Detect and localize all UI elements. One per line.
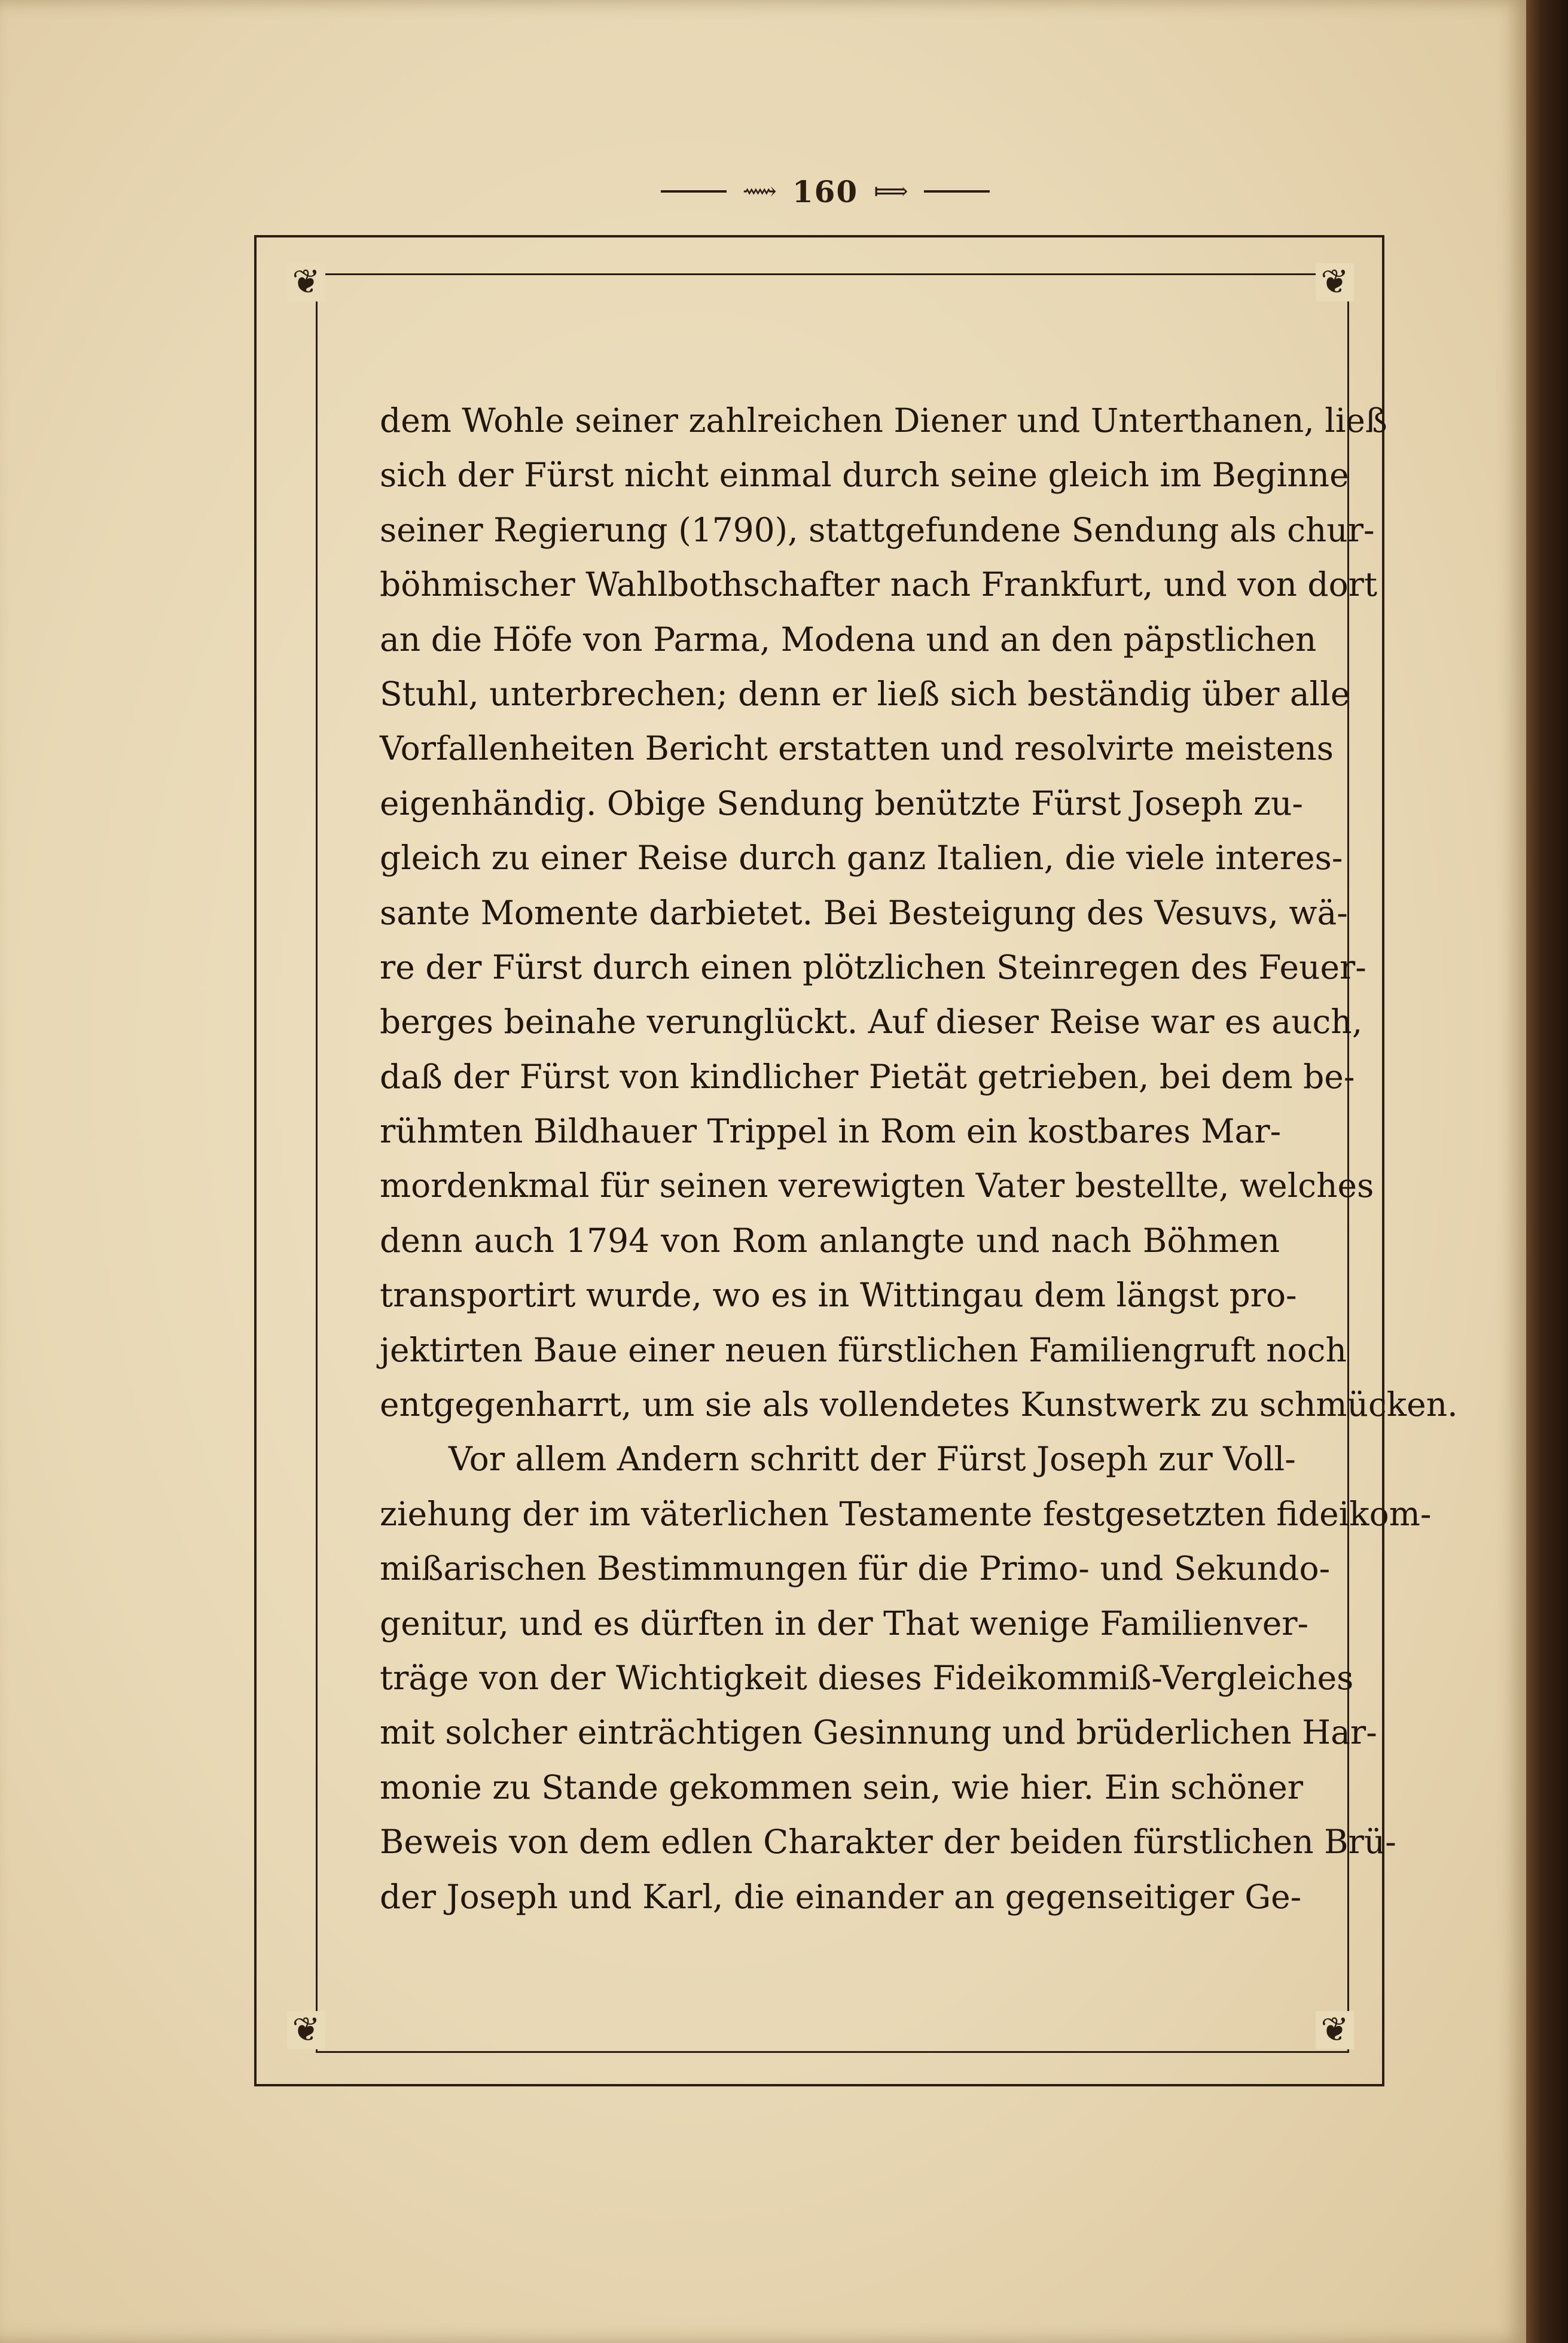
header-rule-left bbox=[661, 190, 727, 193]
text-line: an die Höfe von Parma, Modena und an den päpstlichen bbox=[380, 620, 1317, 659]
text-line: sich der Fürst nicht einmal durch seine gleich im Beginne bbox=[380, 456, 1349, 495]
paragraph-first-line: Vor allem Andern schritt der Fürst Joseph zur Voll- bbox=[449, 1440, 1296, 1479]
text-line: Stuhl, unterbrechen; denn er ließ sich beständig über alle bbox=[380, 674, 1350, 713]
text-line: mit solcher einträchtigen Gesinnung und brüderlichen Har- bbox=[380, 1713, 1377, 1752]
text-line: re der Fürst durch einen plötzlichen Steinregen des Feuer- bbox=[380, 947, 1366, 986]
text-line: rühmten Bildhauer Trippel in Rom ein kostbares Mar- bbox=[380, 1112, 1282, 1151]
text-line: eigenhändig. Obige Sendung benützte Fürst Joseph zu- bbox=[380, 784, 1303, 822]
text-line: dem Wohle seiner zahlreichen Diener und Unterthanen, ließ bbox=[380, 401, 1387, 440]
text-line: Beweis von dem edlen Charakter der beiden fürstlichen Brü- bbox=[380, 1823, 1396, 1861]
adjacent-page-edge bbox=[1524, 0, 1568, 2343]
text-line: genitur, und es dürften in der That wenige Familienver- bbox=[380, 1604, 1309, 1643]
text-line: daß der Fürst von kindlicher Pietät getrieben, bei dem be- bbox=[380, 1057, 1355, 1096]
text-line: jektirten Baue einer neuen fürstlichen Familiengruft noch bbox=[380, 1330, 1347, 1369]
text-line: gleich zu einer Reise durch ganz Italien, die viele interes- bbox=[380, 839, 1343, 878]
text-line: der Joseph und Karl, die einander an gegenseitiger Ge- bbox=[380, 1877, 1302, 1916]
corner-ornament-icon: ❦ bbox=[1316, 2011, 1354, 2049]
text-line: seiner Regierung (1790), stattgefundene Sendung als chur- bbox=[380, 510, 1375, 549]
corner-ornament-icon: ❦ bbox=[1316, 263, 1354, 301]
page-number: 160 bbox=[792, 173, 859, 209]
text-line: träge von der Wichtigkeit dieses Fideikommiß-Vergleiches bbox=[380, 1658, 1354, 1697]
body-text bbox=[380, 394, 1458, 1924]
text-line: berges beinahe verunglückt. Auf dieser Reise war es auch, bbox=[380, 1003, 1363, 1041]
flourish-right-icon: ⟾ bbox=[874, 178, 908, 205]
page-header bbox=[646, 167, 1005, 215]
text-line: entgegenharrt, um sie als vollendetes Kunstwerk zu schmücken. bbox=[380, 1385, 1458, 1424]
text-line: böhmischer Wahlbothschafter nach Frankfurt, und von dort bbox=[380, 565, 1378, 604]
text-line: denn auch 1794 von Rom anlangte und nach Böhmen bbox=[380, 1221, 1280, 1260]
flourish-left-icon: ⟿ bbox=[742, 178, 777, 205]
corner-ornament-icon: ❦ bbox=[287, 263, 325, 301]
text-line: transportirt wurde, wo es in Wittingau dem längst pro- bbox=[380, 1276, 1297, 1315]
corner-ornament-icon: ❦ bbox=[287, 2011, 325, 2049]
text-line: Vorfallenheiten Bericht erstatten und resolvirte meistens bbox=[380, 729, 1334, 768]
text-line: monie zu Stande gekommen sein, wie hier. Ein schöner bbox=[380, 1768, 1304, 1806]
text-line: sante Momente darbietet. Bei Besteigung des Vesuvs, wä- bbox=[380, 893, 1348, 932]
text-line: ziehung der im väterlichen Testamente festgesetzten fideikom- bbox=[380, 1494, 1432, 1533]
text-line: mordenkmal für seinen verewigten Vater bestellte, welches bbox=[380, 1166, 1374, 1205]
text-line: mißarischen Bestimmungen für die Primo- und Sekundo- bbox=[380, 1549, 1331, 1588]
header-rule-right bbox=[924, 190, 990, 193]
